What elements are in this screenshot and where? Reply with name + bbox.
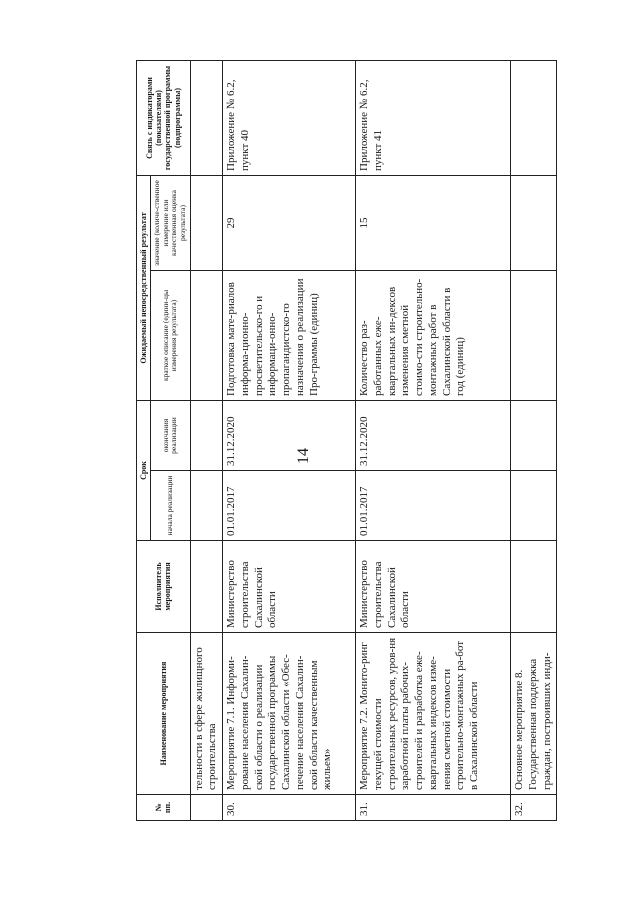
- header-name: Наименование мероприятия: [137, 633, 191, 795]
- cell-link: Приложение № 6.2, пункт 40: [223, 61, 356, 176]
- header-result-value: значение (количе-ственное измерение или качественная оценка результата): [151, 176, 191, 271]
- cell-num: 32.: [511, 795, 557, 821]
- cell-end: 31.12.2020: [223, 401, 356, 471]
- page-number: 14: [295, 448, 312, 464]
- cell-executor: Министерство строительства Сахалинской области: [356, 541, 511, 633]
- table-row: [511, 61, 557, 821]
- table-row: [190, 61, 223, 821]
- header-start: начала реализации: [151, 471, 191, 541]
- header-result-desc: краткое описание (едини-цы измерения результата): [151, 271, 191, 401]
- rotated-table-area: [136, 61, 553, 821]
- cell-value: 29: [223, 176, 356, 271]
- cell-link: [190, 61, 223, 176]
- cell-end: 31.12.2020: [356, 401, 511, 471]
- cell-desc: [190, 271, 223, 401]
- cell-desc: Количество раз-работанных еже-квартальных ин-дексов изменения сметной стоимо-сти строительно-монтажных работ в Сахалинской области в год (единиц): [356, 271, 511, 401]
- cell-num: 31.: [356, 795, 511, 821]
- cell-end: [511, 401, 557, 471]
- cell-num: 30.: [223, 795, 356, 821]
- cell-num: [190, 795, 223, 821]
- header-result: Ожидаемый непосредственный результат: [137, 176, 151, 401]
- cell-desc: [511, 271, 557, 401]
- header-end: окончания реализации: [151, 401, 191, 471]
- cell-executor: [190, 541, 223, 633]
- cell-link: Приложение № 6.2, пункт 41: [356, 61, 511, 176]
- cell-link: [511, 61, 557, 176]
- activities-table: [136, 60, 557, 821]
- cell-name: Основное мероприятие 8. Государственная поддержка граждан, построивших инди-: [511, 633, 557, 795]
- cell-start: [190, 471, 223, 541]
- header-executor: Исполнитель мероприятия: [137, 541, 191, 633]
- cell-desc: Подготовка мате-риалов информа-ционно-просветительско-го и информаци-онно-пропагандистско-го назначения о реализации Про-граммы (единиц): [223, 271, 356, 401]
- table-row: [356, 61, 511, 821]
- cell-start: [511, 471, 557, 541]
- cell-name: тельности в сфере жилищного строительства: [190, 633, 223, 795]
- cell-value: 15: [356, 176, 511, 271]
- header-term: Срок: [137, 401, 151, 541]
- header-link: Связь с индикаторами (показателями) государственной программы (подпрограммы): [137, 61, 191, 176]
- cell-value: [190, 176, 223, 271]
- table-row: [223, 61, 356, 821]
- header-row: [137, 61, 151, 821]
- header-num: № пп.: [137, 795, 191, 821]
- cell-name: Мероприятие 7.2. Монито-ринг текущей стоимости строительных ресурсов, уров-ня заработной платы рабочих-строителей и разработка еже-квартальных индексов изме-нения сметной стоимости строительно-монтажных ра-бот в Сахалинской области: [356, 633, 511, 795]
- cell-start: 01.01.2017: [223, 471, 356, 541]
- cell-executor: [511, 541, 557, 633]
- cell-start: 01.01.2017: [356, 471, 511, 541]
- cell-name: Мероприятие 7.1. Информи-рование населения Сахалин-ской области о реализации государственной программы Сахалинской области «Обес-печение населения Сахалин-ской области качественным жильем»: [223, 633, 356, 795]
- cell-executor: Министерство строительства Сахалинской области: [223, 541, 356, 633]
- cell-end: [190, 401, 223, 471]
- cell-value: [511, 176, 557, 271]
